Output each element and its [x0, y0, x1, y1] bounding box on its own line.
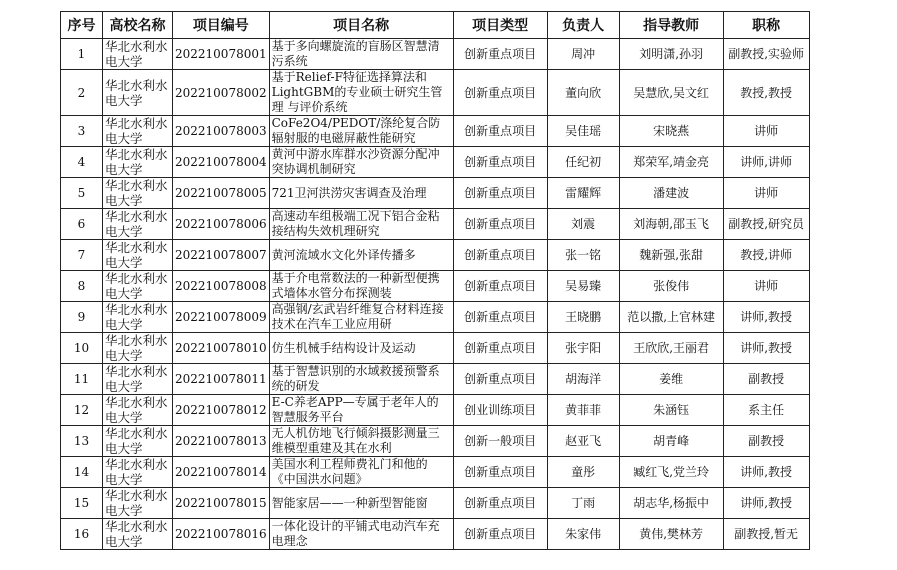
table-row: [61, 70, 810, 116]
cell-index: 8: [61, 271, 103, 302]
cell-title: 系主任: [723, 395, 809, 426]
cell-code: 202210078013: [173, 426, 270, 457]
table-row: [61, 488, 810, 519]
cell-title: 讲师: [723, 116, 809, 147]
table-row: [61, 519, 810, 550]
cell-leader: 任纪初: [547, 147, 619, 178]
cell-school: 华北水利水电大学: [103, 302, 173, 333]
cell-code: 202210078012: [173, 395, 270, 426]
cell-school: 华北水利水电大学: [103, 519, 173, 550]
cell-type: 创新重点项目: [453, 240, 547, 271]
cell-project-name: 基于智慧识别的水域救援预警系统的研发: [269, 364, 453, 395]
cell-project-name: 黄河流域水文化外译传播多: [269, 240, 453, 271]
cell-type: 创新重点项目: [453, 457, 547, 488]
cell-type: 创新重点项目: [453, 364, 547, 395]
cell-leader: 吴佳瑶: [547, 116, 619, 147]
cell-type: 创新重点项目: [453, 70, 547, 116]
cell-project-name: 美国水利工程师费礼门和他的《中国洪水问题》: [269, 457, 453, 488]
cell-code: 202210078004: [173, 147, 270, 178]
cell-type: 创新重点项目: [453, 488, 547, 519]
cell-index: 10: [61, 333, 103, 364]
cell-title: 副教授: [723, 426, 809, 457]
cell-leader: 张宇阳: [547, 333, 619, 364]
cell-type: 创新重点项目: [453, 519, 547, 550]
cell-project-name: 高速动车组极端工况下铝合金粘接结构失效机理研究: [269, 209, 453, 240]
cell-index: 6: [61, 209, 103, 240]
cell-code: 202210078015: [173, 488, 270, 519]
cell-advisors: 刘明潇,孙羽: [619, 39, 723, 70]
cell-type: 创新重点项目: [453, 271, 547, 302]
cell-type: 创新重点项目: [453, 116, 547, 147]
cell-project-name: 基于介电常数法的一种新型便携式墙体水管分布探测装: [269, 271, 453, 302]
cell-index: 5: [61, 178, 103, 209]
cell-type: 创新重点项目: [453, 178, 547, 209]
cell-code: 202210078003: [173, 116, 270, 147]
cell-type: 创新重点项目: [453, 209, 547, 240]
cell-advisors: 胡青峰: [619, 426, 723, 457]
cell-leader: 黄菲菲: [547, 395, 619, 426]
cell-title: 讲师,教授: [723, 333, 809, 364]
cell-school: 华北水利水电大学: [103, 364, 173, 395]
cell-advisors: 黄伟,樊林芳: [619, 519, 723, 550]
cell-school: 华北水利水电大学: [103, 426, 173, 457]
table-row: [61, 39, 810, 70]
table-row: [61, 147, 810, 178]
cell-code: 202210078008: [173, 271, 270, 302]
header-cell-leader: 负责人: [547, 12, 619, 39]
header-cell-title: 职称: [723, 12, 809, 39]
cell-project-name: E-C养老APP—专属于老年人的智慧服务平台: [269, 395, 453, 426]
cell-school: 华北水利水电大学: [103, 116, 173, 147]
cell-advisors: 郑荣军,靖金亮: [619, 147, 723, 178]
cell-type: 创业训练项目: [453, 395, 547, 426]
cell-index: 16: [61, 519, 103, 550]
header-cell-type: 项目类型: [453, 12, 547, 39]
cell-index: 4: [61, 147, 103, 178]
cell-school: 华北水利水电大学: [103, 271, 173, 302]
cell-leader: 童彤: [547, 457, 619, 488]
cell-school: 华北水利水电大学: [103, 395, 173, 426]
cell-title: 讲师,教授: [723, 457, 809, 488]
cell-index: 15: [61, 488, 103, 519]
cell-index: 14: [61, 457, 103, 488]
cell-project-name: CoFe2O4/PEDOT/涤纶复合防辐射服的电磁屏蔽性能研究: [269, 116, 453, 147]
cell-project-name: 基于Relief-F特征选择算法和LightGBM的专业硕士研究生管理 与评价系统: [269, 70, 453, 116]
cell-index: 11: [61, 364, 103, 395]
cell-advisors: 魏新强,张甜: [619, 240, 723, 271]
cell-title: 副教授,实验师: [723, 39, 809, 70]
cell-school: 华北水利水电大学: [103, 178, 173, 209]
cell-project-name: 高强钢/玄武岩纤维复合材料连接技术在汽车工业应用研: [269, 302, 453, 333]
cell-index: 2: [61, 70, 103, 116]
project-list-sheet: [60, 11, 810, 550]
cell-title: 副教授,研究员: [723, 209, 809, 240]
cell-project-name: 基于多向螺旋流的盲肠区智慧清污系统: [269, 39, 453, 70]
cell-school: 华北水利水电大学: [103, 70, 173, 116]
cell-title: 讲师: [723, 178, 809, 209]
header-cell-school: 高校名称: [103, 12, 173, 39]
table-row: [61, 302, 810, 333]
cell-index: 1: [61, 39, 103, 70]
cell-title: 讲师,讲师: [723, 147, 809, 178]
cell-title: 教授,讲师: [723, 240, 809, 271]
cell-type: 创新重点项目: [453, 39, 547, 70]
cell-type: 创新重点项目: [453, 333, 547, 364]
cell-index: 12: [61, 395, 103, 426]
cell-title: 讲师,教授: [723, 488, 809, 519]
cell-code: 202210078010: [173, 333, 270, 364]
cell-advisors: 吴慧欣,吴文红: [619, 70, 723, 116]
table-row: [61, 271, 810, 302]
cell-leader: 胡海洋: [547, 364, 619, 395]
table-row: [61, 426, 810, 457]
cell-leader: 吴易臻: [547, 271, 619, 302]
cell-leader: 朱家伟: [547, 519, 619, 550]
cell-advisors: 朱涵钰: [619, 395, 723, 426]
header-cell-index: 序号: [61, 12, 103, 39]
table-row: [61, 457, 810, 488]
cell-code: 202210078011: [173, 364, 270, 395]
cell-leader: 丁雨: [547, 488, 619, 519]
cell-index: 13: [61, 426, 103, 457]
cell-leader: 张一铭: [547, 240, 619, 271]
cell-index: 7: [61, 240, 103, 271]
cell-school: 华北水利水电大学: [103, 333, 173, 364]
cell-code: 202210078014: [173, 457, 270, 488]
cell-type: 创新重点项目: [453, 147, 547, 178]
cell-project-name: 仿生机械手结构设计及运动: [269, 333, 453, 364]
project-table: [60, 11, 810, 550]
cell-leader: 周冲: [547, 39, 619, 70]
cell-advisors: 宋晓燕: [619, 116, 723, 147]
table-row: [61, 178, 810, 209]
cell-code: 202210078006: [173, 209, 270, 240]
cell-title: 副教授: [723, 364, 809, 395]
table-row: [61, 240, 810, 271]
cell-code: 202210078001: [173, 39, 270, 70]
cell-school: 华北水利水电大学: [103, 488, 173, 519]
cell-project-name: 721卫河洪涝灾害调查及治理: [269, 178, 453, 209]
cell-code: 202210078009: [173, 302, 270, 333]
table-row: [61, 395, 810, 426]
cell-school: 华北水利水电大学: [103, 457, 173, 488]
cell-title: 讲师: [723, 271, 809, 302]
header-row: [61, 12, 810, 39]
cell-school: 华北水利水电大学: [103, 240, 173, 271]
cell-index: 9: [61, 302, 103, 333]
cell-code: 202210078002: [173, 70, 270, 116]
cell-type: 创新重点项目: [453, 302, 547, 333]
header-cell-code: 项目编号: [173, 12, 270, 39]
cell-title: 教授,教授: [723, 70, 809, 116]
cell-advisors: 臧红飞,党兰玲: [619, 457, 723, 488]
cell-project-name: 黄河中游水库群水沙资源分配冲突协调机制研究: [269, 147, 453, 178]
cell-advisors: 姜维: [619, 364, 723, 395]
header-cell-project-name: 项目名称: [269, 12, 453, 39]
cell-code: 202210078005: [173, 178, 270, 209]
cell-advisors: 潘建波: [619, 178, 723, 209]
cell-code: 202210078007: [173, 240, 270, 271]
table-row: [61, 364, 810, 395]
cell-project-name: 一体化设计的平铺式电动汽车充电理念: [269, 519, 453, 550]
cell-title: 副教授,暂无: [723, 519, 809, 550]
cell-school: 华北水利水电大学: [103, 209, 173, 240]
cell-leader: 雷耀辉: [547, 178, 619, 209]
header-cell-advisors: 指导教师: [619, 12, 723, 39]
table-row: [61, 116, 810, 147]
table-row: [61, 333, 810, 364]
cell-advisors: 刘海朝,邵玉飞: [619, 209, 723, 240]
table-row: [61, 209, 810, 240]
cell-type: 创新一般项目: [453, 426, 547, 457]
cell-title: 讲师,教授: [723, 302, 809, 333]
cell-school: 华北水利水电大学: [103, 147, 173, 178]
cell-code: 202210078016: [173, 519, 270, 550]
cell-advisors: 张俊伟: [619, 271, 723, 302]
cell-project-name: 无人机仿地飞行倾斜摄影测量三维模型重建及其在水利: [269, 426, 453, 457]
cell-leader: 王晓鹏: [547, 302, 619, 333]
cell-advisors: 范以撒,上官林建: [619, 302, 723, 333]
cell-leader: 赵亚飞: [547, 426, 619, 457]
cell-project-name: 智能家居——一种新型智能窗: [269, 488, 453, 519]
cell-school: 华北水利水电大学: [103, 39, 173, 70]
cell-advisors: 王欣欣,王丽君: [619, 333, 723, 364]
cell-leader: 董向欣: [547, 70, 619, 116]
cell-advisors: 胡志华,杨振中: [619, 488, 723, 519]
cell-leader: 刘震: [547, 209, 619, 240]
cell-index: 3: [61, 116, 103, 147]
